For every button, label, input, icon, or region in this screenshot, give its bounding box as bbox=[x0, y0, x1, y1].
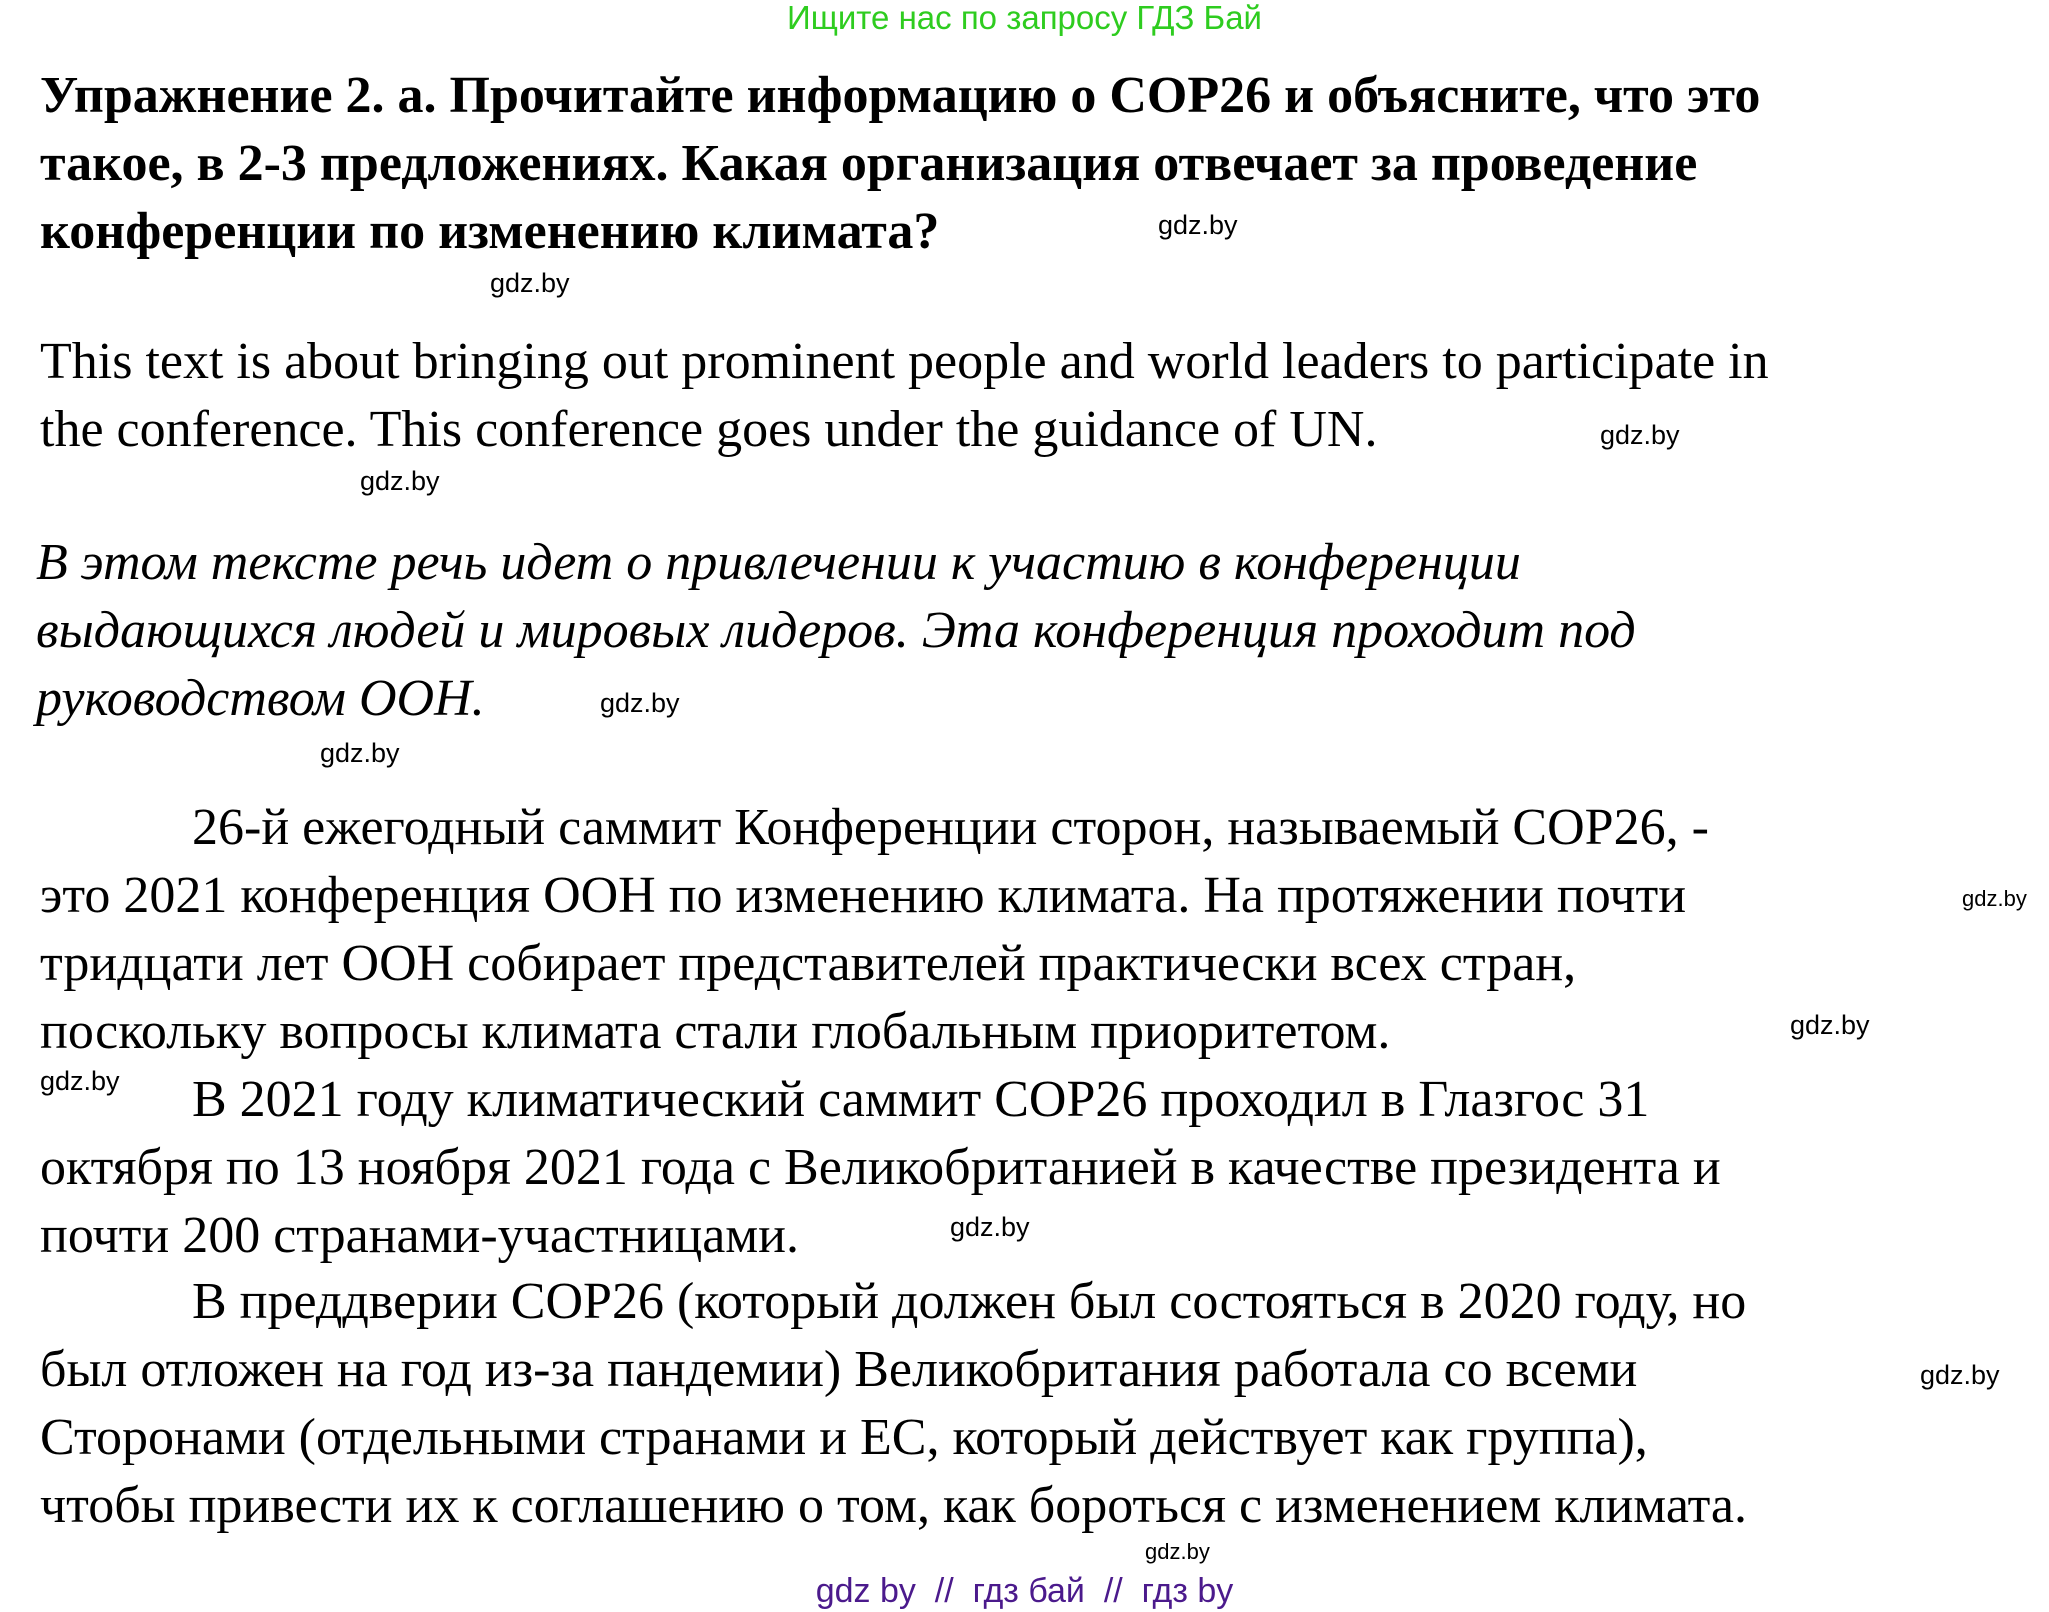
watermark: gdz.by bbox=[1790, 1010, 1870, 1040]
answer-russian-line: руководством ООН. bbox=[36, 670, 485, 727]
watermark: gdz.by bbox=[1920, 1360, 2000, 1390]
footer-links[interactable]: gdz by // гдз бай // гдз by bbox=[815, 1572, 1234, 1610]
watermark: gdz.by bbox=[1158, 210, 1238, 240]
body-text-line: чтобы привести их к соглашению о том, как бороться с изменением климата. bbox=[40, 1477, 1748, 1534]
watermark: gdz.by bbox=[1600, 420, 1680, 450]
exercise-heading-line: Упражнение 2. а. Прочитайте информацию о COP26 и объясните, что это bbox=[40, 67, 1761, 124]
answer-russian-line: выдающихся людей и мировых лидеров. Эта конференция проходит под bbox=[36, 602, 1636, 659]
watermark: gdz.by bbox=[490, 268, 570, 298]
watermark: gdz.by bbox=[40, 1066, 120, 1096]
body-text-line: поскольку вопросы климата стали глобальным приоритетом. bbox=[40, 1003, 1391, 1060]
watermark: gdz.by bbox=[320, 738, 400, 768]
watermark: gdz.by bbox=[950, 1212, 1030, 1242]
body-text-line: Сторонами (отдельными странами и ЕС, который действует как группа), bbox=[40, 1409, 1648, 1466]
search-hint-link[interactable]: Ищите нас по запросу ГДЗ Бай bbox=[787, 0, 1262, 36]
exercise-heading-line: такое, в 2-3 предложениях. Какая организация отвечает за проведение bbox=[40, 135, 1698, 192]
watermark: gdz.by bbox=[1962, 886, 2027, 911]
watermark: gdz.by bbox=[1145, 1539, 1210, 1564]
watermark: gdz.by bbox=[360, 466, 440, 496]
answer-english-line: the conference. This conference goes under the guidance of UN. bbox=[40, 401, 1378, 458]
body-text-line: почти 200 странами-участницами. bbox=[40, 1207, 800, 1264]
body-text-line: В 2021 году климатический саммит COP26 проходил в Глазгос 31 bbox=[192, 1071, 1650, 1128]
body-text-line: был отложен на год из-за пандемии) Великобритания работала со всеми bbox=[40, 1341, 1638, 1398]
watermark: gdz.by bbox=[600, 688, 680, 718]
body-text-line: тридцати лет ООН собирает представителей практически всех стран, bbox=[40, 935, 1577, 992]
body-text-line: В преддверии COP26 (который должен был состояться в 2020 году, но bbox=[192, 1273, 1747, 1330]
body-text-line: 26-й ежегодный саммит Конференции сторон, называемый COP26, - bbox=[192, 799, 1709, 856]
body-text-line: это 2021 конференция ООН по изменению климата. На протяжении почти bbox=[40, 867, 1687, 924]
exercise-heading-line: конференции по изменению климата? bbox=[40, 203, 940, 260]
answer-english-line: This text is about bringing out prominent people and world leaders to participate in bbox=[40, 333, 1769, 390]
body-text-line: октября по 13 ноября 2021 года с Великобританией в качестве президента и bbox=[40, 1139, 1721, 1196]
answer-russian-line: В этом тексте речь идет о привлечении к участию в конференции bbox=[36, 534, 1521, 591]
